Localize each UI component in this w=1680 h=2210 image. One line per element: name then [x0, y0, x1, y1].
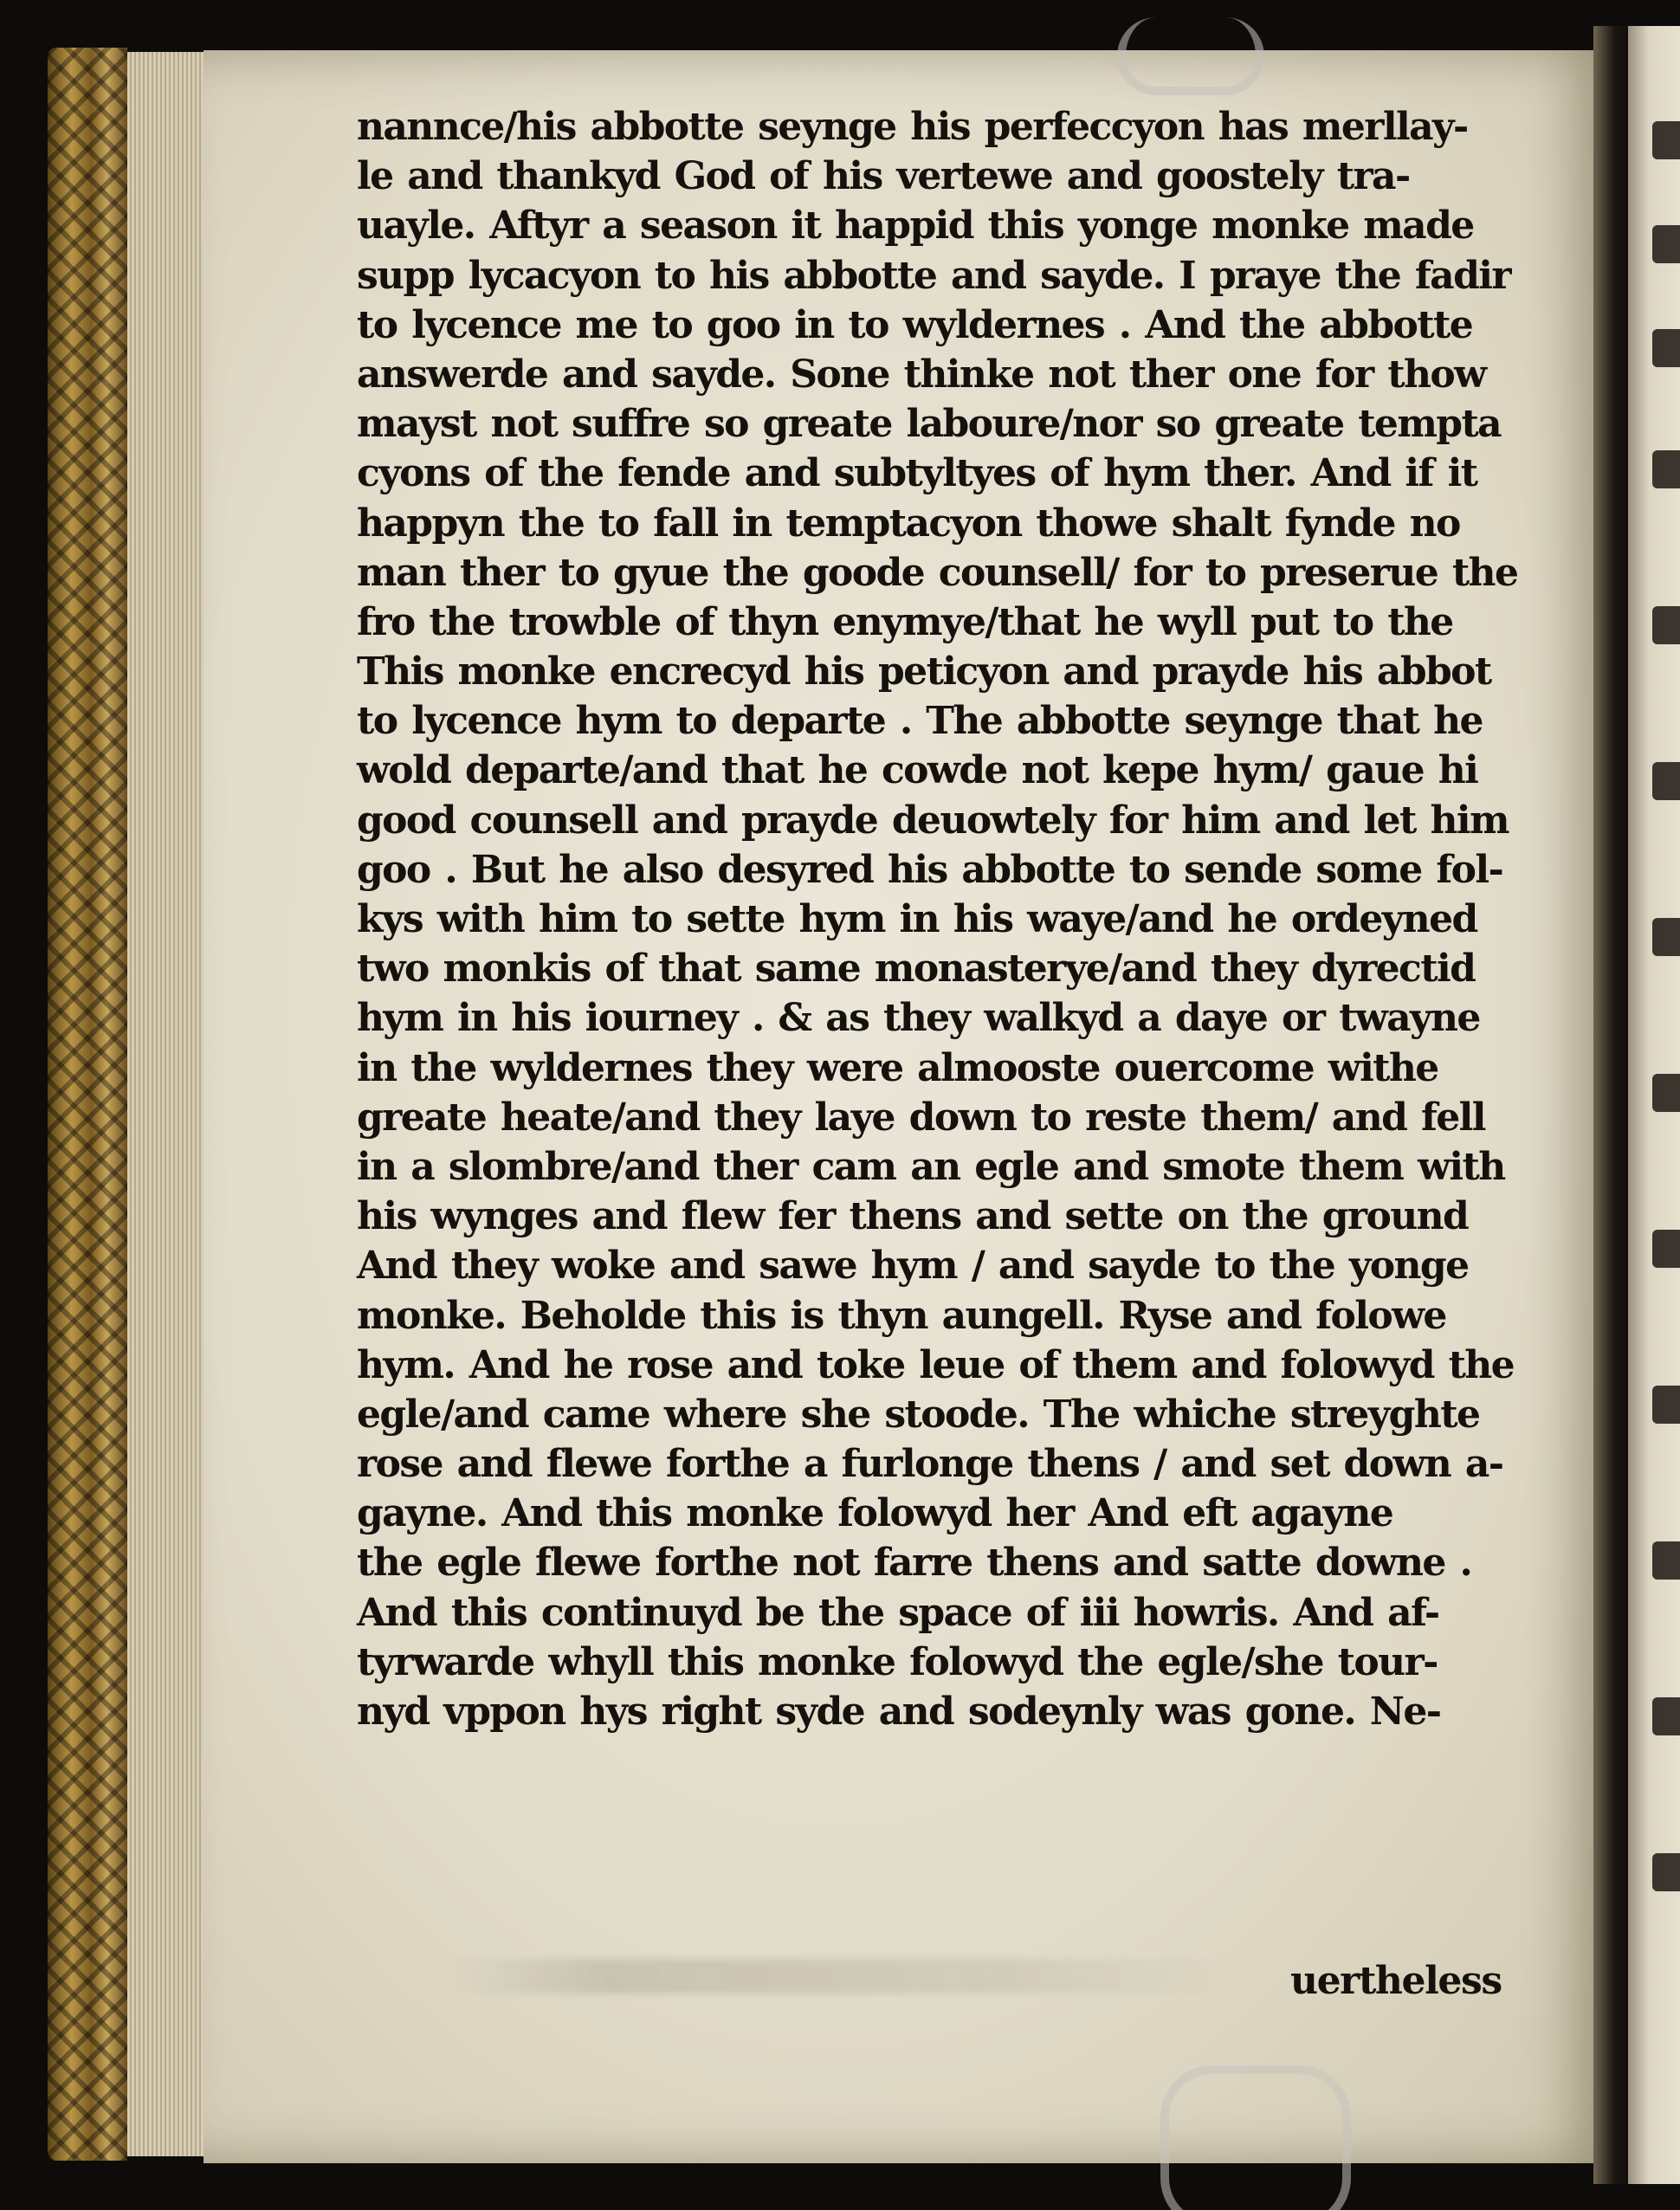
facing-page-glyph	[1652, 1230, 1680, 1268]
page-clip-bottom	[1160, 2065, 1351, 2210]
facing-page-glyph	[1652, 329, 1680, 367]
facing-page-glyph	[1652, 1386, 1680, 1424]
text-line: fro the trowble of thyn enymye/that he wyll put to the	[357, 599, 1453, 644]
facing-page-glyph	[1652, 225, 1680, 263]
page-block-edges	[127, 52, 204, 2156]
facing-page-glyph	[1652, 121, 1680, 159]
text-line: goo . But he also desyred his abbotte to sende some fol-	[357, 847, 1503, 892]
text-line: in a slombre/and ther cam an egle and smote them with	[357, 1144, 1505, 1189]
text-line: uayle. Aftyr a season it happid this yonge monke made	[357, 204, 1474, 249]
text-line: man ther to gyue the goode counsell/ for to preserue the	[357, 550, 1518, 595]
text-line: This monke encrecyd his peticyon and prayde his abbot	[357, 649, 1491, 695]
text-line: supp lycacyon to his abbotte and sayde. I praye the fadir	[357, 253, 1510, 298]
facing-page-glyph	[1652, 450, 1680, 488]
text-line: rose and flewe forthe a furlonge thens / and set down a-	[357, 1442, 1503, 1487]
facing-page-glyph	[1652, 762, 1680, 800]
facing-page-glyph	[1652, 1697, 1680, 1735]
text-line: nyd vppon hys right syde and sodeynly was gone. Ne-	[357, 1690, 1441, 1734]
text-line: wold departe/and that he cowde not kepe hym/ gaue hi	[357, 748, 1478, 793]
show-through-text	[450, 1959, 1230, 1994]
text-line: And this continuyd be the space of iii howris. And af-	[357, 1590, 1439, 1635]
text-line: answerde and sayde. Sone thinke not ther one for thow	[357, 352, 1486, 397]
text-line: And they woke and sawe hym / and sayde to the yonge	[357, 1244, 1469, 1289]
facing-page-glyph	[1652, 1541, 1680, 1580]
catchword: uertheless	[1290, 1959, 1502, 2003]
text-line: his wynges and flew fer thens and sette on the ground	[357, 1194, 1469, 1239]
gilt-binding-edge	[48, 48, 127, 2161]
text-line: in the wyldernes they were almooste ouercome withe	[357, 1045, 1438, 1090]
text-line: tyrwarde whyll this monke folowyd the egle/she tour-	[357, 1639, 1438, 1684]
text-line: le and thankyd God of his vertewe and goostely tra-	[357, 154, 1410, 199]
facing-page-glyph	[1652, 1853, 1680, 1891]
text-line: cyons of the fende and subtyltyes of hym ther. And if it	[357, 451, 1477, 496]
text-line: hym. And he rose and toke leue of them and folowyd the	[357, 1342, 1515, 1387]
text-line: kys with him to sette hym in his waye/and he ordeyned	[357, 897, 1477, 941]
text-line: mayst not suffre so greate laboure/nor so greate tempta	[357, 402, 1502, 447]
text-line: to lycence me to goo in to wyldernes . And the abbotte	[357, 302, 1473, 347]
text-line: happyn the to fall in temptacyon thowe shalt fynde no	[357, 501, 1460, 546]
facing-page-glyph	[1652, 918, 1680, 956]
text-line: nannce/his abbotte seynge his perfeccyon has merllay-	[357, 105, 1468, 149]
blackletter-text-block	[357, 102, 1517, 1736]
text-line: two monkis of that same monasterye/and they dyrectid	[357, 947, 1476, 992]
facing-page-glyph	[1652, 606, 1680, 644]
page-clip-top	[1117, 17, 1264, 95]
text-line: to lycence hym to departe . The abbotte seynge that he	[357, 699, 1483, 744]
text-line: monke. Beholde this is thyn aungell. Ryse and folowe	[357, 1293, 1446, 1338]
text-line: good counsell and prayde deuowtely for him and let him	[357, 798, 1509, 843]
facing-page-glyph	[1652, 1074, 1680, 1112]
text-line: greate heate/and they laye down to reste them/ and fell	[357, 1095, 1485, 1140]
text-line: the egle flewe forthe not farre thens and satte downe .	[357, 1541, 1472, 1586]
text-line: gayne. And this monke folowyd her And eft agayne	[357, 1491, 1393, 1536]
text-line: egle/and came where she stoode. The whiche streyghte	[357, 1392, 1480, 1437]
text-line: hym in his iourney . & as they walkyd a daye or twayne	[357, 996, 1480, 1041]
